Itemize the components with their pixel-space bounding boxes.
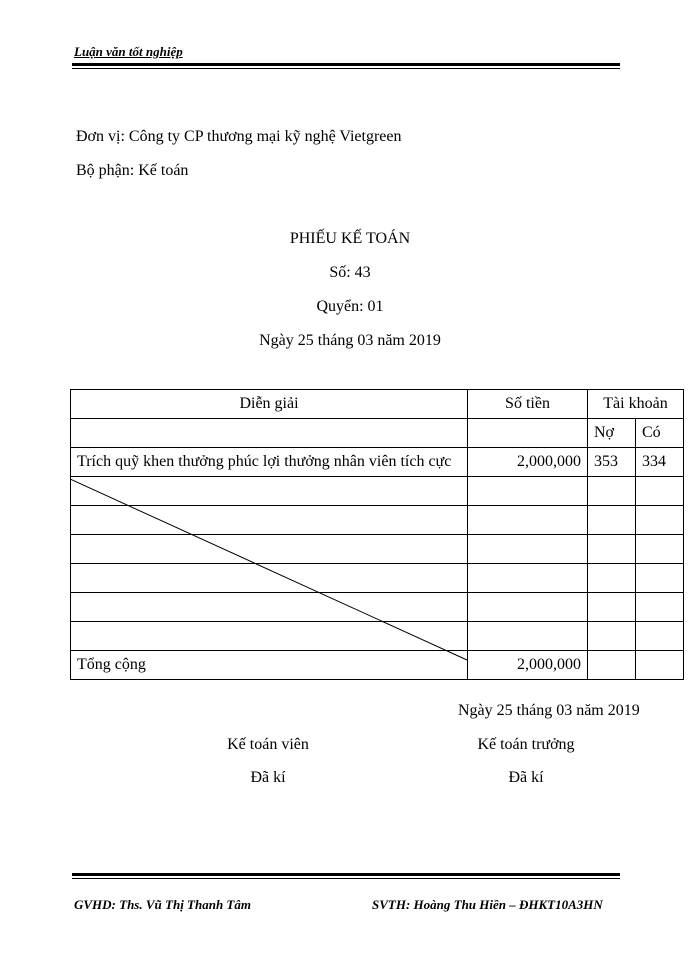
header-title: Luận văn tốt nghiệp	[74, 44, 183, 59]
table-subheader-row	[71, 419, 684, 448]
footer-rule-thick	[72, 873, 620, 876]
header-desc: Diễn giải	[71, 390, 468, 419]
row-desc: Trích quỹ khen thưởng phúc lợi thưởng nhân viên tích cực	[71, 448, 468, 477]
signer-left-status: Đã kí	[250, 769, 286, 786]
voucher-book: Quyển: 01	[316, 298, 384, 315]
signature-date: Ngày 25 tháng 03 năm 2019	[458, 702, 640, 719]
strike-diagonal	[70, 479, 468, 661]
voucher-number: Số: 43	[329, 264, 371, 281]
org-unit: Đơn vị: Công ty CP thương mại kỹ nghệ Vietgreen	[76, 128, 402, 145]
header-amount: Số tiền	[468, 390, 588, 419]
header-account: Tài khoản	[588, 390, 684, 419]
org-dept: Bộ phận: Kế toán	[76, 162, 189, 179]
subheader-desc-empty	[71, 419, 468, 448]
total-amount: 2,000,000	[468, 651, 588, 680]
subheader-amount-empty	[468, 419, 588, 448]
signer-right-role: Kế toán trưởng	[477, 736, 575, 753]
header-rule-thin	[72, 68, 620, 69]
voucher-title: PHIẾU KẾ TOÁN	[289, 230, 411, 247]
table-row	[71, 448, 684, 477]
header-debit: Nợ	[588, 419, 636, 448]
footer-supervisor: GVHD: Ths. Vũ Thị Thanh Tâm	[74, 897, 251, 912]
table-header-row	[71, 390, 684, 419]
row-debit: 353	[588, 448, 636, 477]
voucher-date: Ngày 25 tháng 03 năm 2019	[259, 332, 441, 349]
footer-student: SVTH: Hoàng Thu Hiền – ĐHKT10A3HN	[372, 897, 603, 912]
signer-right-status: Đã kí	[508, 769, 544, 786]
footer-rule-thin	[72, 878, 620, 879]
signer-left-role: Kế toán viên	[227, 736, 309, 753]
header-rule-thick	[72, 63, 620, 66]
row-credit: 334	[636, 448, 684, 477]
strike-line	[70, 479, 467, 660]
header-credit: Có	[636, 419, 684, 448]
row-amount: 2,000,000	[468, 448, 588, 477]
total-label: Tổng cộng	[71, 651, 468, 680]
